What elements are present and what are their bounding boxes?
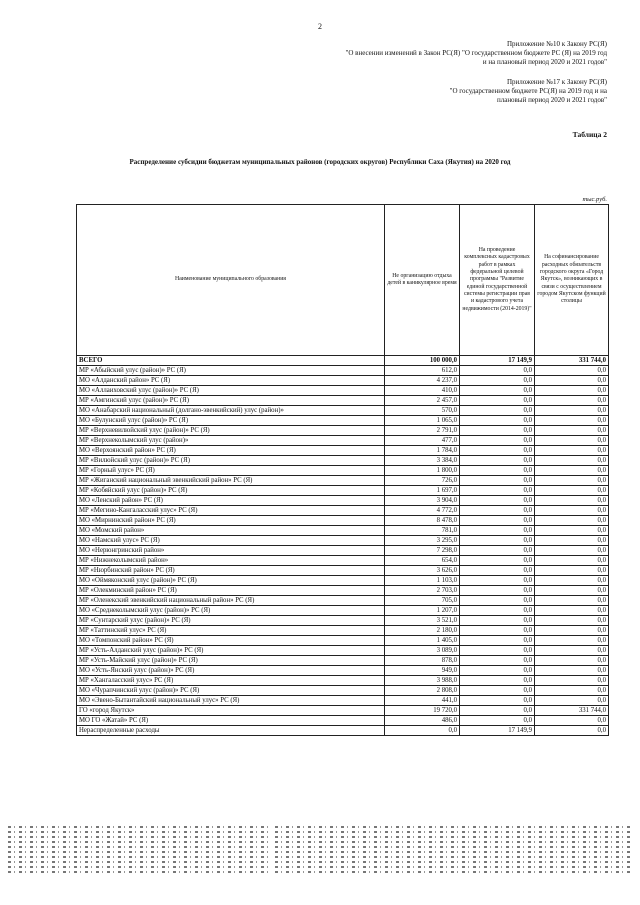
children-recreation-value: 3 988,0 xyxy=(385,676,460,686)
table-row xyxy=(77,556,609,566)
capital-functions-value: 0,0 xyxy=(535,436,609,446)
cadastral-works-value: 0,0 xyxy=(460,526,535,536)
table-row xyxy=(77,616,609,626)
capital-functions-value: 0,0 xyxy=(535,726,609,736)
children-recreation-value: 949,0 xyxy=(385,666,460,676)
cadastral-works-value: 0,0 xyxy=(460,436,535,446)
municipality-name: Нераспределенные расходы xyxy=(77,726,385,736)
municipality-name: МО «Булунский улус (район)» РС (Я) xyxy=(77,416,385,426)
children-recreation-value: 2 457,0 xyxy=(385,396,460,406)
municipality-name: МР «Вилюйский улус (район)» РС (Я) xyxy=(77,456,385,466)
table-row xyxy=(77,506,609,516)
table-row xyxy=(77,646,609,656)
table-row xyxy=(77,406,609,416)
capital-functions-value: 0,0 xyxy=(535,716,609,726)
children-recreation-value: 7 298,0 xyxy=(385,546,460,556)
cadastral-works-value: 0,0 xyxy=(460,496,535,506)
municipality-name: МР «Мегино-Кангаласский улус» РС (Я) xyxy=(77,506,385,516)
capital-functions-value: 0,0 xyxy=(535,406,609,416)
children-recreation-value: 486,0 xyxy=(385,716,460,726)
municipality-name: МО «Мирнинский район» РС (Я) xyxy=(77,516,385,526)
municipality-name: МО «Томпонский район» РС (Я) xyxy=(77,636,385,646)
table-row xyxy=(77,716,609,726)
cadastral-works-value: 0,0 xyxy=(460,696,535,706)
cadastral-works-value: 0,0 xyxy=(460,676,535,686)
document-title: Распределение субсидии бюджетам муниципальных районов (городских округов) Республики Саха (Якутия) на 2020 год xyxy=(129,158,511,166)
cadastral-works-value: 0,0 xyxy=(460,506,535,516)
capital-functions-value: 0,0 xyxy=(535,556,609,566)
table-row xyxy=(77,466,609,476)
cadastral-works-value: 0,0 xyxy=(460,516,535,526)
cadastral-works-value: 0,0 xyxy=(460,716,535,726)
children-recreation-value: 3 626,0 xyxy=(385,566,460,576)
table-row xyxy=(77,636,609,646)
cadastral-works-value: 0,0 xyxy=(460,666,535,676)
cadastral-works-value: 0,0 xyxy=(460,416,535,426)
capital-functions-value: 0,0 xyxy=(535,516,609,526)
municipality-name: МО «Усть-Янский улус (район)» РС (Я) xyxy=(77,666,385,676)
table-row xyxy=(77,536,609,546)
children-recreation-value: 19 720,0 xyxy=(385,706,460,716)
capital-functions-value: 0,0 xyxy=(535,576,609,586)
capital-functions-value: 0,0 xyxy=(535,526,609,536)
children-recreation-value: 4 237,0 xyxy=(385,376,460,386)
children-recreation-value: 705,0 xyxy=(385,596,460,606)
capital-functions-value: 0,0 xyxy=(535,696,609,706)
capital-functions-value: 0,0 xyxy=(535,596,609,606)
capital-functions-value: 0,0 xyxy=(535,456,609,466)
cadastral-works-value: 0,0 xyxy=(460,536,535,546)
children-recreation-value: 781,0 xyxy=(385,526,460,536)
capital-functions-value: 0,0 xyxy=(535,486,609,496)
table-row xyxy=(77,446,609,456)
cadastral-works-value: 0,0 xyxy=(460,466,535,476)
municipality-name: МР «Таттинский улус» РС (Я) xyxy=(77,626,385,636)
table-row xyxy=(77,426,609,436)
table-row xyxy=(77,576,609,586)
children-recreation-value: 2 180,0 xyxy=(385,626,460,636)
children-recreation-value: 1 784,0 xyxy=(385,446,460,456)
municipality-name: МО «Ленский район» РС (Я) xyxy=(77,496,385,506)
municipality-name: МО «Аллаиховский улус (район)» РС (Я) xyxy=(77,386,385,396)
cadastral-works-value: 0,0 xyxy=(460,486,535,496)
table-row xyxy=(77,376,609,386)
capital-functions-value: 0,0 xyxy=(535,466,609,476)
municipality-name: МР «Горный улус» РС (Я) xyxy=(77,466,385,476)
children-recreation-value: 1 697,0 xyxy=(385,486,460,496)
total-value: 17 149,9 xyxy=(460,356,535,366)
municipality-name: МО «Чурапчинский улус (район)» РС (Я) xyxy=(77,686,385,696)
cadastral-works-value: 0,0 xyxy=(460,396,535,406)
municipality-name: МР «Верхнеколымский улус (район)» xyxy=(77,436,385,446)
municipality-name: МР «Олекминский район» РС (Я) xyxy=(77,586,385,596)
table-row xyxy=(77,546,609,556)
municipality-name: МО «Анабарский национальный (долгано-эвенкийский) улус (район)» xyxy=(77,406,385,416)
cadastral-works-value: 0,0 xyxy=(460,626,535,636)
cadastral-works-value: 0,0 xyxy=(460,606,535,616)
capital-functions-value: 0,0 xyxy=(535,366,609,376)
table-row xyxy=(77,726,609,736)
children-recreation-value: 612,0 xyxy=(385,366,460,376)
children-recreation-value: 2 808,0 xyxy=(385,686,460,696)
cadastral-works-value: 0,0 xyxy=(460,386,535,396)
children-recreation-value: 3 089,0 xyxy=(385,646,460,656)
municipality-name: МР «Кобяйский улус (район)» РС (Я) xyxy=(77,486,385,496)
table-row xyxy=(77,676,609,686)
municipality-name: МО «Алданский район» РС (Я) xyxy=(77,376,385,386)
capital-functions-value: 0,0 xyxy=(535,616,609,626)
table-row xyxy=(77,436,609,446)
capital-functions-value: 0,0 xyxy=(535,626,609,636)
appendix-note-1: Приложение №10 к Закону РС(Я) "О внесении изменений в Закон РС(Я) "О государственном бюджете РС (Я) на 2019 год и на плановый период 2020 и 2021 годов" xyxy=(345,40,607,66)
municipality-name: МО «Намский улус» РС (Я) xyxy=(77,536,385,546)
table-row xyxy=(77,396,609,406)
cadastral-works-value: 0,0 xyxy=(460,686,535,696)
table-row xyxy=(77,566,609,576)
cadastral-works-value: 0,0 xyxy=(460,566,535,576)
scan-artifact-right xyxy=(275,826,631,878)
total-label: ВСЕГО xyxy=(77,356,385,366)
children-recreation-value: 3 904,0 xyxy=(385,496,460,506)
capital-functions-value: 0,0 xyxy=(535,416,609,426)
cadastral-works-value: 0,0 xyxy=(460,656,535,666)
table-row xyxy=(77,476,609,486)
children-recreation-value: 0,0 xyxy=(385,726,460,736)
units-label: тыс.руб. xyxy=(582,196,607,203)
municipality-name: МР «Усть-Алданский улус (район)» РС (Я) xyxy=(77,646,385,656)
municipality-name: МО «Эвено-Бытантайский национальный улус» РС (Я) xyxy=(77,696,385,706)
children-recreation-value: 3 384,0 xyxy=(385,456,460,466)
municipality-name: МО «Оймяконский улус (район)» РС (Я) xyxy=(77,576,385,586)
header-cadastral-works: На проведение комплексных кадастровых работ в рамках федеральной целевой программы "Развитие единой государственной системы регистрации прав и кадастрового учета недвижимости (2014-2019)" xyxy=(460,205,535,356)
subsidy-table xyxy=(76,204,609,736)
municipality-name: МР «Абыйский улус (район)» РС (Я) xyxy=(77,366,385,376)
municipality-name: МР «Нижнеколымский район» xyxy=(77,556,385,566)
children-recreation-value: 4 772,0 xyxy=(385,506,460,516)
capital-functions-value: 0,0 xyxy=(535,506,609,516)
municipality-name: МР «Хангаласский улус» РС (Я) xyxy=(77,676,385,686)
capital-functions-value: 0,0 xyxy=(535,476,609,486)
children-recreation-value: 1 065,0 xyxy=(385,416,460,426)
page-number: 2 xyxy=(318,22,322,31)
children-recreation-value: 410,0 xyxy=(385,386,460,396)
capital-functions-value: 0,0 xyxy=(535,566,609,576)
header-children-recreation: Не организацию отдыха детей в каникулярное время xyxy=(385,205,460,356)
municipality-name: ГО «город Якутск» xyxy=(77,706,385,716)
table-row xyxy=(77,696,609,706)
capital-functions-value: 0,0 xyxy=(535,686,609,696)
municipality-name: МР «Нюрбинский район» РС (Я) xyxy=(77,566,385,576)
children-recreation-value: 2 791,0 xyxy=(385,426,460,436)
municipality-name: МР «Жиганский национальный эвенкийский район» РС (Я) xyxy=(77,476,385,486)
table-row xyxy=(77,386,609,396)
table-row xyxy=(77,526,609,536)
capital-functions-value: 0,0 xyxy=(535,636,609,646)
cadastral-works-value: 0,0 xyxy=(460,376,535,386)
cadastral-works-value: 0,0 xyxy=(460,706,535,716)
children-recreation-value: 654,0 xyxy=(385,556,460,566)
municipality-name: МО ГО «Жатай» РС (Я) xyxy=(77,716,385,726)
cadastral-works-value: 0,0 xyxy=(460,616,535,626)
children-recreation-value: 1 800,0 xyxy=(385,466,460,476)
cadastral-works-value: 0,0 xyxy=(460,556,535,566)
cadastral-works-value: 17 149,9 xyxy=(460,726,535,736)
capital-functions-value: 0,0 xyxy=(535,446,609,456)
table-row xyxy=(77,666,609,676)
table-row xyxy=(77,686,609,696)
cadastral-works-value: 0,0 xyxy=(460,366,535,376)
children-recreation-value: 878,0 xyxy=(385,656,460,666)
cadastral-works-value: 0,0 xyxy=(460,576,535,586)
cadastral-works-value: 0,0 xyxy=(460,636,535,646)
capital-functions-value: 0,0 xyxy=(535,546,609,556)
header-municipality: Наименование муниципального образования xyxy=(77,205,385,356)
table-row xyxy=(77,596,609,606)
table-row xyxy=(77,706,609,716)
capital-functions-value: 0,0 xyxy=(535,676,609,686)
children-recreation-value: 3 295,0 xyxy=(385,536,460,546)
capital-functions-value: 0,0 xyxy=(535,586,609,596)
capital-functions-value: 0,0 xyxy=(535,666,609,676)
children-recreation-value: 726,0 xyxy=(385,476,460,486)
capital-functions-value: 0,0 xyxy=(535,386,609,396)
children-recreation-value: 2 703,0 xyxy=(385,586,460,596)
table-row xyxy=(77,366,609,376)
table-row xyxy=(77,516,609,526)
table-row xyxy=(77,456,609,466)
table-row xyxy=(77,586,609,596)
cadastral-works-value: 0,0 xyxy=(460,476,535,486)
cadastral-works-value: 0,0 xyxy=(460,446,535,456)
appendix-note-2: Приложение №17 к Закону РС(Я) "О государственном бюджете РС(Я) на 2019 год и на плановый период 2020 и 2021 годов" xyxy=(449,78,607,104)
municipality-name: МО «Момский район» xyxy=(77,526,385,536)
capital-functions-value: 0,0 xyxy=(535,656,609,666)
municipality-name: МО «Верхоянский район» РС (Я) xyxy=(77,446,385,456)
total-row xyxy=(77,356,609,366)
children-recreation-value: 8 478,0 xyxy=(385,516,460,526)
children-recreation-value: 477,0 xyxy=(385,436,460,446)
capital-functions-value: 0,0 xyxy=(535,426,609,436)
table-row xyxy=(77,486,609,496)
children-recreation-value: 1 103,0 xyxy=(385,576,460,586)
cadastral-works-value: 0,0 xyxy=(460,456,535,466)
table-label: Таблица 2 xyxy=(572,130,607,139)
children-recreation-value: 570,0 xyxy=(385,406,460,416)
municipality-name: МР «Оленекский эвенкийский национальный район» РС (Я) xyxy=(77,596,385,606)
municipality-name: МР «Верхневилюйский улус (район)» РС (Я) xyxy=(77,426,385,436)
municipality-name: МР «Амгинский улус (район)» РС (Я) xyxy=(77,396,385,406)
municipality-name: МР «Усть-Майский улус (район)» РС (Я) xyxy=(77,656,385,666)
total-value: 331 744,0 xyxy=(535,356,609,366)
municipality-name: МР «Сунтарский улус (район)» РС (Я) xyxy=(77,616,385,626)
capital-functions-value: 0,0 xyxy=(535,396,609,406)
cadastral-works-value: 0,0 xyxy=(460,646,535,656)
municipality-name: МО «Нерюнгринский район» xyxy=(77,546,385,556)
table-row xyxy=(77,496,609,506)
capital-functions-value: 331 744,0 xyxy=(535,706,609,716)
capital-functions-value: 0,0 xyxy=(535,536,609,546)
capital-functions-value: 0,0 xyxy=(535,496,609,506)
cadastral-works-value: 0,0 xyxy=(460,586,535,596)
table-row xyxy=(77,626,609,636)
cadastral-works-value: 0,0 xyxy=(460,426,535,436)
capital-functions-value: 0,0 xyxy=(535,606,609,616)
children-recreation-value: 1 207,0 xyxy=(385,606,460,616)
cadastral-works-value: 0,0 xyxy=(460,596,535,606)
total-value: 100 000,0 xyxy=(385,356,460,366)
municipality-name: МО «Среднеколымский улус (район)» РС (Я) xyxy=(77,606,385,616)
capital-functions-value: 0,0 xyxy=(535,646,609,656)
header-capital-functions: На софинансирование расходных обязательств городского округа «Город Якутск», возникающих в связи с осуществлением городом Якутском функций столицы xyxy=(535,205,609,356)
children-recreation-value: 441,0 xyxy=(385,696,460,706)
cadastral-works-value: 0,0 xyxy=(460,406,535,416)
table-row xyxy=(77,606,609,616)
table-row xyxy=(77,416,609,426)
scan-artifact-left xyxy=(8,826,270,878)
children-recreation-value: 3 521,0 xyxy=(385,616,460,626)
capital-functions-value: 0,0 xyxy=(535,376,609,386)
table-header-row xyxy=(77,205,609,356)
table-row xyxy=(77,656,609,666)
cadastral-works-value: 0,0 xyxy=(460,546,535,556)
children-recreation-value: 1 405,0 xyxy=(385,636,460,646)
